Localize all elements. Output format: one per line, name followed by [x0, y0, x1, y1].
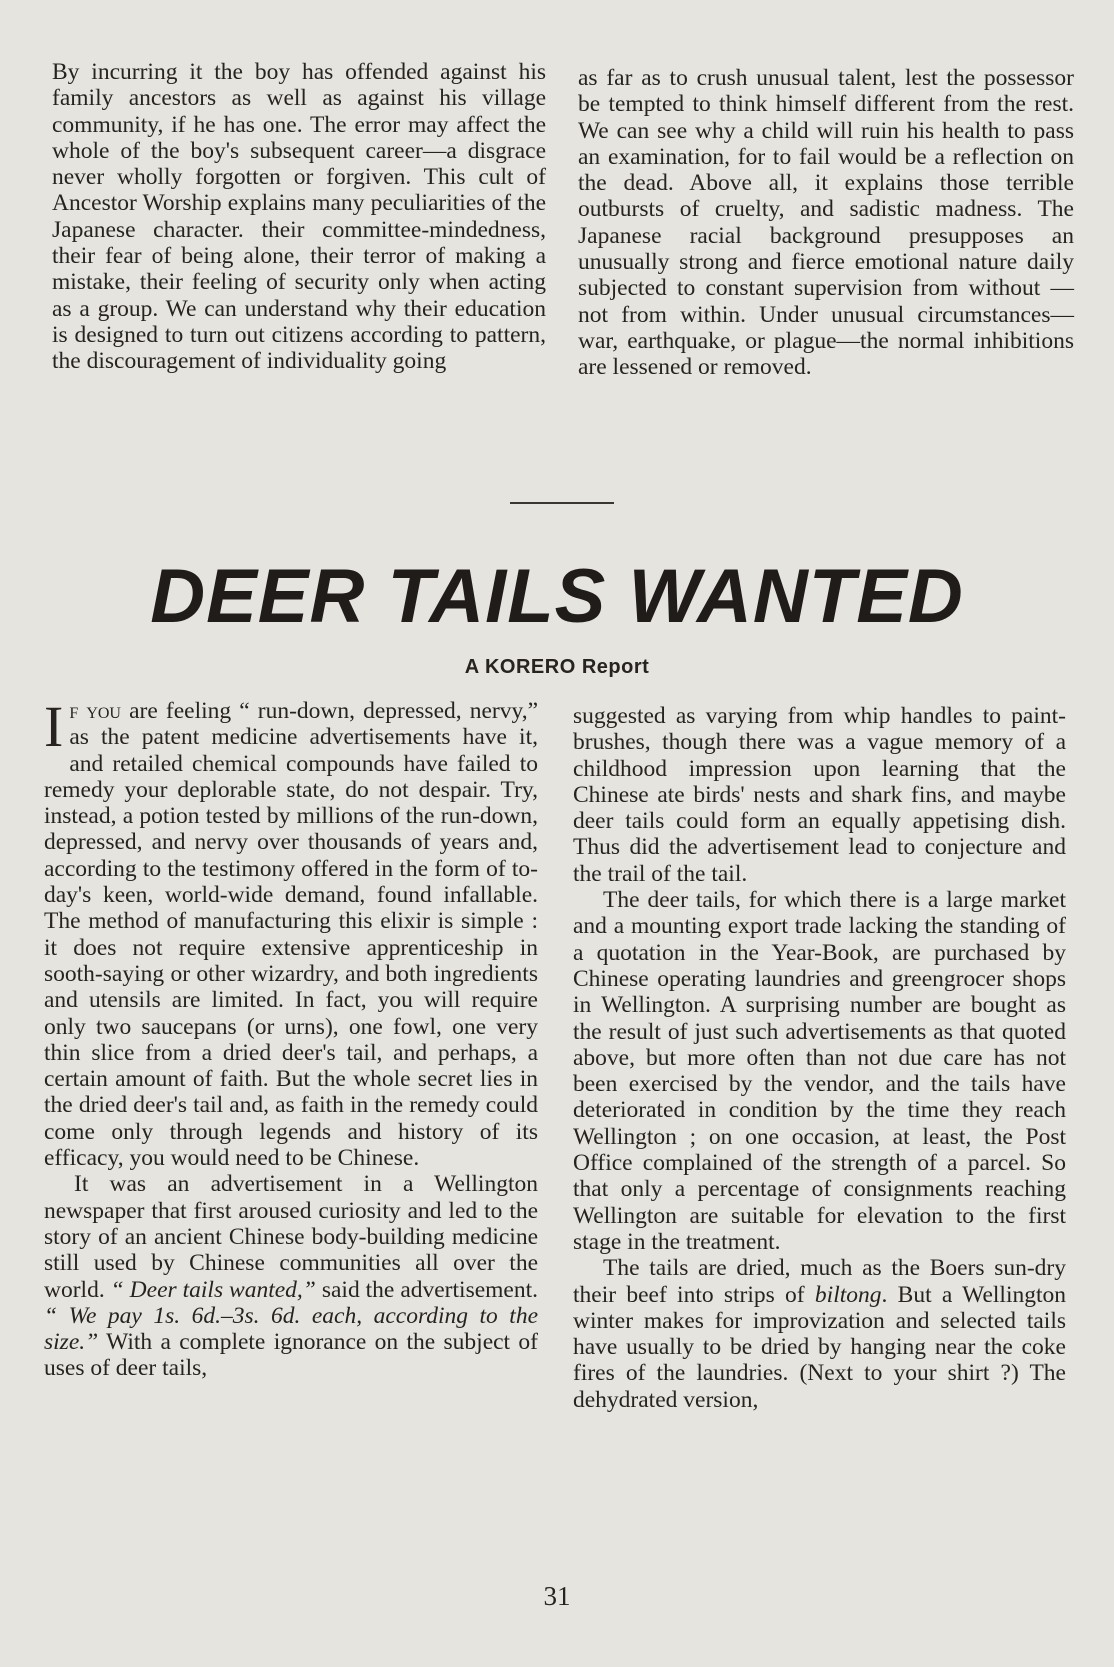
article-byline: A KORERO Report	[464, 656, 650, 678]
section-divider	[510, 502, 614, 504]
advert-quote: “ Deer tails wanted,”	[110, 1276, 316, 1303]
article-paragraph	[573, 1255, 1066, 1413]
article-paragraph: The deer tails, for which there is a large market and a mounting export trade lacking the standing of a quotation in the Year-Book, are purchased by Chinese operating laundries and greengrocer shops in Wellington. A surprising number are bought as the result of just such advertisements as that quoted above, but more often than not due care has not been exercised by the vendor, and the tails have deteriorated in condition by the time they reach Wellington ; on one occasion, at least, the Post Office complained of the strength of a parcel. So that only a percentage of consignments reaching Wellington are suitable for elevation to the first stage in the treatment.	[573, 887, 1066, 1255]
paragraph-text: With a complete ignorance on the subject of uses of deer tails,	[44, 1329, 538, 1382]
article-right-column	[573, 703, 1066, 1413]
page-number: 31	[543, 1581, 571, 1611]
drop-cap: I	[44, 694, 64, 759]
advert-quote: “ We pay 1s. 6d.–3s. 6d. each, according to the size.”	[44, 1302, 538, 1356]
paragraph-text: It was an advertisement in a Wellington newspaper that first aroused curiosity and led to the story of an ancient Chinese body-building medicine still used by Chinese communities all over the world.	[44, 1171, 538, 1303]
article-paragraph	[44, 1171, 538, 1381]
paragraph-text: The tails are dried, much as the Boers sun-dry their beef into strips of	[573, 1255, 1066, 1308]
paragraph-text: said the advertisement.	[315, 1276, 539, 1303]
article-left-column	[44, 694, 539, 1382]
article-paragraph: suggested as varying from whip handles to paint-brushes, though there was a vague memory of a childhood impression upon learning that the Chinese ate birds' nests and shark fins, and maybe deer tails could form an equally appetising dish. Thus did the advertisement lead to conjecture and the trail of the tail.	[573, 703, 1066, 887]
paragraph-text: are feeling “ run-down, depressed, nervy,” as the patent medicine advertisements have it, and retailed chemical compounds have failed to remedy your deplorable state, do not despair. Try, instead, a potion tested by millions of the run-down, depressed, and nervy over thousands of years and, according to the testimony offered in the form of to-day's keen, world-wide demand, found infallable. The method of manufacturing this elixir is simple : it does not require extensive apprenticeship in sooth-saying or other wizardry, and both ingredients and utensils are limited. In fact, you will require only two saucepans (or urns), one fowl, one very thin slice from a dried deer's tail, and perhaps, a certain amount of faith. But the whole secret lies in the dried deer's tail and, as faith in the remedy could come only through legends and history of its efficacy, you would need to be Chinese.	[44, 698, 539, 1172]
italic-term: biltong	[814, 1281, 882, 1308]
prior-article-paragraph: By incurring it the boy has offended against his family ancestors as well as against his village community, if he has one. The error may affect the whole of the boy's subsequent career—a disgrace never wholly forgotten or forgiven. This cult of Ancestor Worship explains many peculiarities of the Japanese character. their committee-mindedness, their fear of being alone, their terror of making a mistake, their feeling of security only when acting as a group. We can understand why their education is designed to turn out citizens according to pattern, the discouragement of individuality going	[52, 59, 546, 375]
lead-small-caps: f you	[69, 698, 121, 724]
prior-article-left-column	[52, 59, 546, 375]
article-headline: DEER TAILS WANTED	[150, 554, 964, 639]
prior-article-paragraph: as far as to crush unusual talent, lest the possessor be tempted to think himself different from the rest. We can see why a child will ruin his health to pass an examination, for to fail would be a reflection on the dead. Above all, it explains those terrible outbursts of cruelty, and sadistic madness. The Japanese racial background presupposes an unusually strong and fierce emotional nature daily subjected to constant supervision from without — not from within. Under unusual circumstances—war, earthquake, or plague—the normal inhibitions are lessened or removed.	[578, 65, 1074, 381]
paragraph-text: . But a Wellington winter makes for improvization and selected tails have usually to be dried by hanging near the coke fires of the laundries. (Next to your shirt ?) The dehydrated version,	[573, 1281, 1067, 1413]
article-paragraph	[44, 694, 539, 1172]
prior-article-right-column	[578, 65, 1074, 381]
